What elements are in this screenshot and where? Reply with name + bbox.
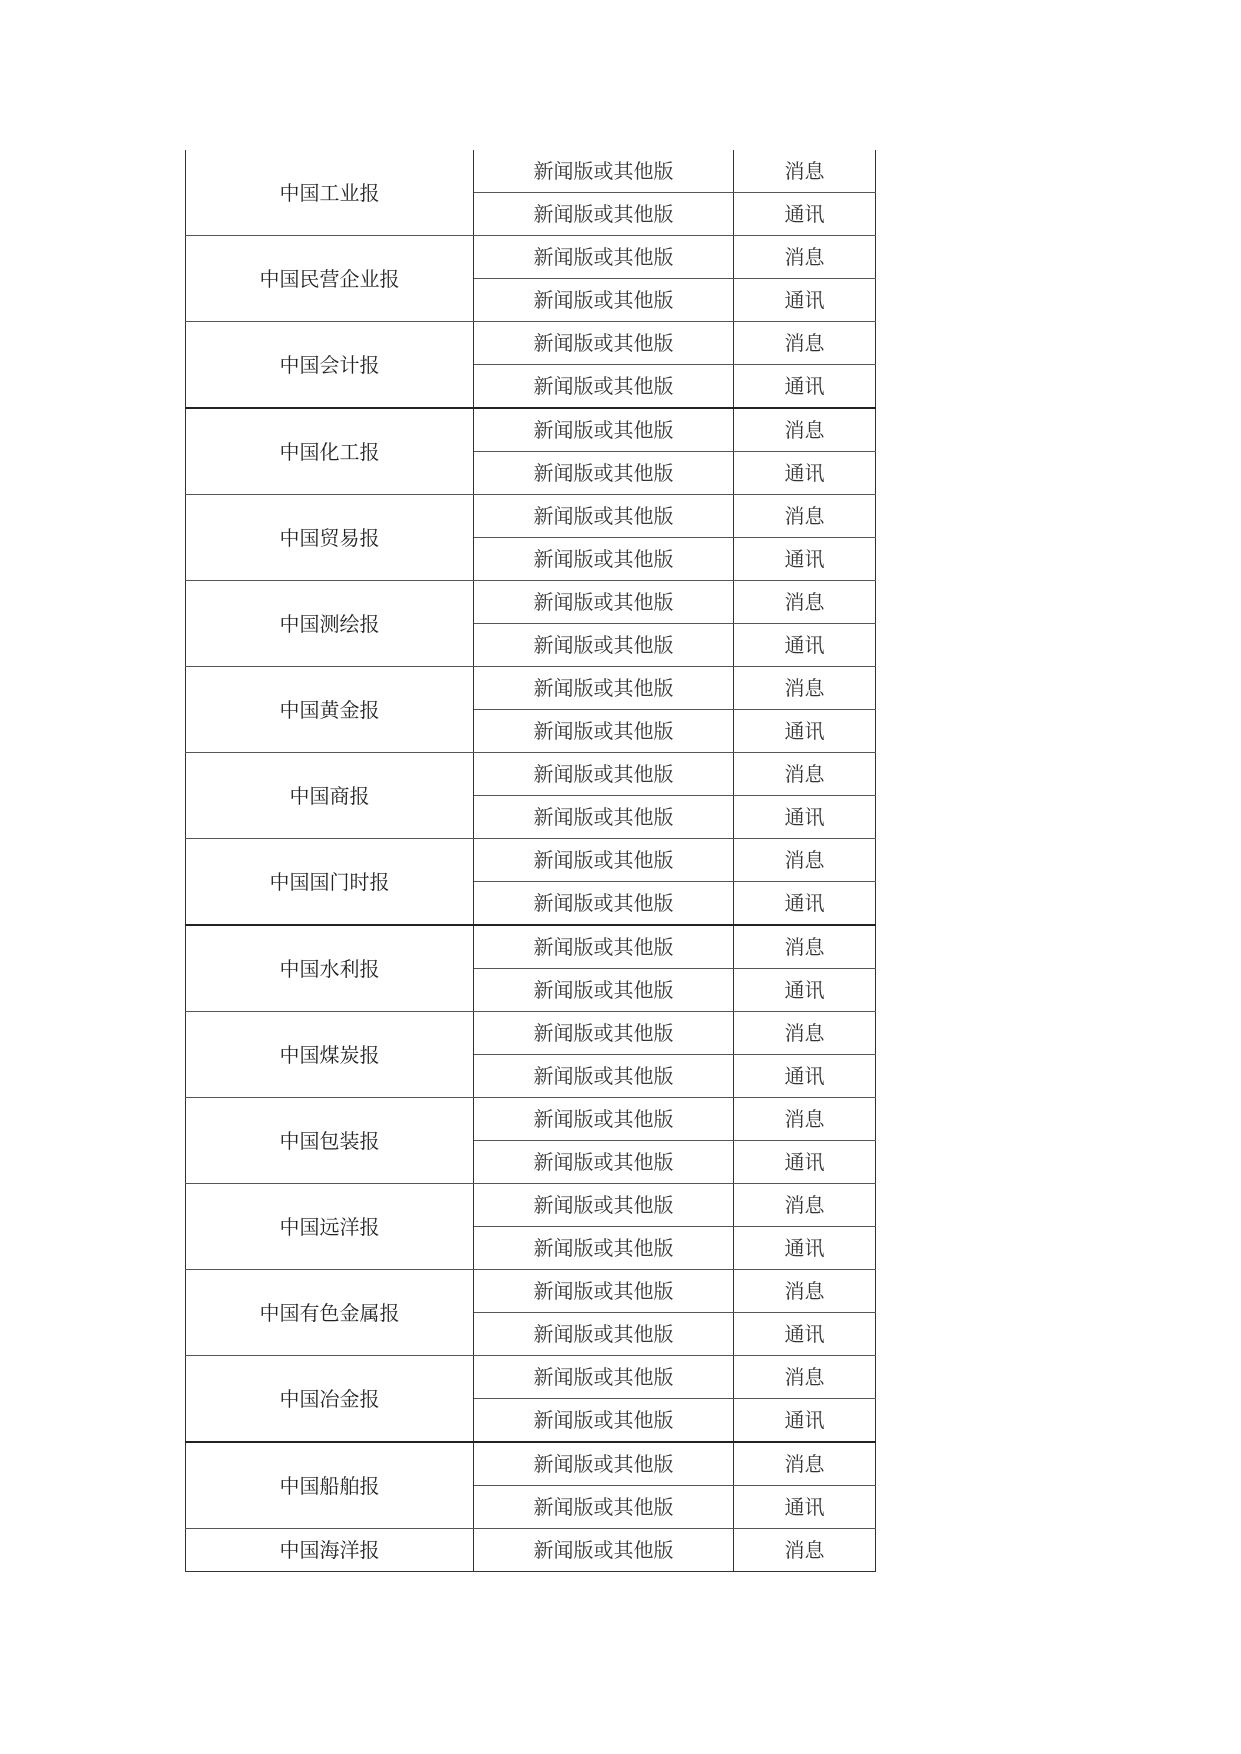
- genre-cell: 通讯: [734, 1141, 876, 1184]
- edition-cell: 新闻版或其他版: [474, 150, 734, 193]
- edition-cell: 新闻版或其他版: [474, 925, 734, 969]
- edition-cell: 新闻版或其他版: [474, 710, 734, 753]
- edition-cell: 新闻版或其他版: [474, 882, 734, 926]
- genre-cell: 消息: [734, 150, 876, 193]
- newspaper-name-cell: 中国化工报: [186, 408, 474, 495]
- genre-cell: 消息: [734, 1529, 876, 1572]
- genre-cell: 消息: [734, 322, 876, 365]
- newspaper-name-cell: 中国测绘报: [186, 581, 474, 667]
- edition-cell: 新闻版或其他版: [474, 1184, 734, 1227]
- genre-cell: 消息: [734, 753, 876, 796]
- edition-cell: 新闻版或其他版: [474, 365, 734, 409]
- edition-cell: 新闻版或其他版: [474, 1012, 734, 1055]
- table-row: [186, 322, 876, 365]
- genre-cell: 通讯: [734, 969, 876, 1012]
- newspaper-table: [185, 150, 876, 1572]
- genre-cell: 通讯: [734, 452, 876, 495]
- table-row: [186, 1529, 876, 1572]
- edition-cell: 新闻版或其他版: [474, 1141, 734, 1184]
- genre-cell: 消息: [734, 408, 876, 452]
- table-row: [186, 1270, 876, 1313]
- genre-cell: 通讯: [734, 1055, 876, 1098]
- genre-cell: 通讯: [734, 538, 876, 581]
- newspaper-name-cell: 中国商报: [186, 753, 474, 839]
- edition-cell: 新闻版或其他版: [474, 279, 734, 322]
- edition-cell: 新闻版或其他版: [474, 1270, 734, 1313]
- edition-cell: 新闻版或其他版: [474, 1098, 734, 1141]
- newspaper-name-cell: 中国国门时报: [186, 839, 474, 926]
- genre-cell: 通讯: [734, 624, 876, 667]
- genre-cell: 通讯: [734, 1313, 876, 1356]
- genre-cell: 通讯: [734, 796, 876, 839]
- newspaper-name-cell: 中国民营企业报: [186, 236, 474, 322]
- table-row: [186, 1098, 876, 1141]
- edition-cell: 新闻版或其他版: [474, 322, 734, 365]
- genre-cell: 通讯: [734, 1486, 876, 1529]
- genre-cell: 通讯: [734, 193, 876, 236]
- newspaper-name-cell: 中国水利报: [186, 925, 474, 1012]
- newspaper-name-cell: 中国远洋报: [186, 1184, 474, 1270]
- genre-cell: 消息: [734, 1442, 876, 1486]
- newspaper-name-cell: 中国有色金属报: [186, 1270, 474, 1356]
- edition-cell: 新闻版或其他版: [474, 839, 734, 882]
- newspaper-name-cell: 中国工业报: [186, 150, 474, 236]
- genre-cell: 消息: [734, 581, 876, 624]
- genre-cell: 消息: [734, 495, 876, 538]
- genre-cell: 消息: [734, 1184, 876, 1227]
- edition-cell: 新闻版或其他版: [474, 538, 734, 581]
- table-row: [186, 581, 876, 624]
- genre-cell: 通讯: [734, 1399, 876, 1443]
- edition-cell: 新闻版或其他版: [474, 624, 734, 667]
- newspaper-name-cell: 中国煤炭报: [186, 1012, 474, 1098]
- genre-cell: 消息: [734, 1356, 876, 1399]
- edition-cell: 新闻版或其他版: [474, 753, 734, 796]
- newspaper-name-cell: 中国贸易报: [186, 495, 474, 581]
- newspaper-name-cell: 中国包装报: [186, 1098, 474, 1184]
- table-row: [186, 925, 876, 969]
- table-row: [186, 1012, 876, 1055]
- genre-cell: 消息: [734, 1012, 876, 1055]
- table-row: [186, 408, 876, 452]
- edition-cell: 新闻版或其他版: [474, 193, 734, 236]
- genre-cell: 消息: [734, 839, 876, 882]
- edition-cell: 新闻版或其他版: [474, 796, 734, 839]
- genre-cell: 消息: [734, 1270, 876, 1313]
- table-row: [186, 839, 876, 882]
- table-row: [186, 1184, 876, 1227]
- table-row: [186, 753, 876, 796]
- edition-cell: 新闻版或其他版: [474, 1055, 734, 1098]
- genre-cell: 消息: [734, 667, 876, 710]
- table-body: [186, 150, 876, 1572]
- table-row: [186, 667, 876, 710]
- edition-cell: 新闻版或其他版: [474, 1227, 734, 1270]
- newspaper-name-cell: 中国船舶报: [186, 1442, 474, 1529]
- edition-cell: 新闻版或其他版: [474, 1399, 734, 1443]
- newspaper-name-cell: 中国会计报: [186, 322, 474, 409]
- table-row: [186, 1442, 876, 1486]
- genre-cell: 通讯: [734, 882, 876, 926]
- edition-cell: 新闻版或其他版: [474, 1442, 734, 1486]
- edition-cell: 新闻版或其他版: [474, 495, 734, 538]
- edition-cell: 新闻版或其他版: [474, 452, 734, 495]
- edition-cell: 新闻版或其他版: [474, 1313, 734, 1356]
- newspaper-name-cell: 中国黄金报: [186, 667, 474, 753]
- genre-cell: 通讯: [734, 365, 876, 409]
- edition-cell: 新闻版或其他版: [474, 1529, 734, 1572]
- genre-cell: 消息: [734, 925, 876, 969]
- edition-cell: 新闻版或其他版: [474, 408, 734, 452]
- edition-cell: 新闻版或其他版: [474, 1356, 734, 1399]
- table-row: [186, 495, 876, 538]
- table-row: [186, 1356, 876, 1399]
- genre-cell: 通讯: [734, 1227, 876, 1270]
- table-row: [186, 150, 876, 193]
- edition-cell: 新闻版或其他版: [474, 581, 734, 624]
- document-page: [185, 150, 875, 1566]
- edition-cell: 新闻版或其他版: [474, 969, 734, 1012]
- genre-cell: 消息: [734, 1098, 876, 1141]
- genre-cell: 消息: [734, 236, 876, 279]
- newspaper-name-cell: 中国冶金报: [186, 1356, 474, 1443]
- edition-cell: 新闻版或其他版: [474, 667, 734, 710]
- table-row: [186, 236, 876, 279]
- edition-cell: 新闻版或其他版: [474, 236, 734, 279]
- genre-cell: 通讯: [734, 710, 876, 753]
- newspaper-name-cell: 中国海洋报: [186, 1529, 474, 1572]
- edition-cell: 新闻版或其他版: [474, 1486, 734, 1529]
- genre-cell: 通讯: [734, 279, 876, 322]
